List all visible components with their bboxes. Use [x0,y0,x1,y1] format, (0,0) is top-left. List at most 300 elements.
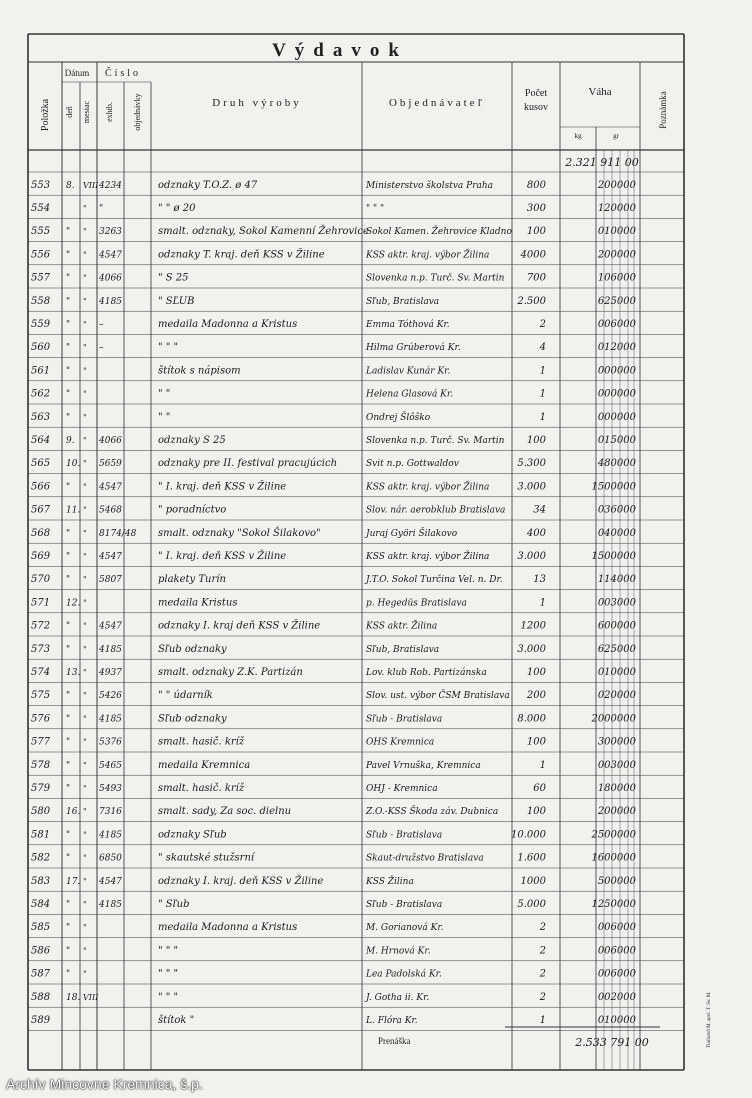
row-vaha: 020000 [597,690,636,702]
row-mesiac: VIII [83,992,99,1002]
table-row [31,667,637,678]
row-mesiac: VIII [83,180,99,190]
row-den: " [66,783,71,794]
row-den: 13. [66,667,81,678]
row-druh: odznaky I. kraj deň KSS v Žiline [158,620,321,632]
row-polozka: 565 [31,458,51,470]
header-datum: Dátum [64,68,90,78]
row-den: " [66,830,71,841]
row-den: " [66,343,71,354]
row-druh: " SĽUB [158,295,195,307]
row-den: 11. [66,505,81,516]
row-objednavatel: " " " [366,203,385,214]
row-den: " [66,227,71,238]
row-vaha: 000000 [597,365,636,377]
row-objednavatel: Ondrej Šlôško [366,412,431,423]
row-polozka: 583 [31,875,51,887]
row-den: " [66,644,71,655]
row-den: " [66,899,71,910]
row-polozka: 562 [31,388,51,400]
printer-note: Tlačiareň M. apol. T. Sv. M. [707,991,712,1048]
row-mesiac: " [83,227,87,237]
row-vaha: 036000 [597,504,636,516]
row-objednavatel: Juraj Györi Šilakovo [366,528,458,539]
row-druh: plakety Turín [158,574,226,586]
row-vaha: 200000 [597,179,636,191]
row-mesiac: " [83,737,87,747]
table-row [31,597,637,608]
row-exhib: 4234 [99,180,122,191]
table-row [31,527,637,539]
row-druh: medaila Kremnica [158,759,251,771]
row-druh: štítok s nápisom [158,365,241,377]
row-polozka: 569 [31,550,51,562]
row-mesiac: " [83,667,87,677]
header-vaha: Váha [588,86,612,98]
row-druh: medaila Madonna a Kristus [158,318,298,330]
row-mesiac: " [83,412,87,422]
archive-watermark: Archív Mincovne Kremnica, š.p. [6,1076,203,1092]
row-exhib: 4937 [99,667,122,678]
row-kusov: 2 [539,991,546,1003]
row-objednavatel: Slov. nár. aerobklub Bratislava [366,505,506,516]
row-vaha: 006000 [597,318,636,330]
row-den: 17. [66,876,81,887]
row-exhib: 5468 [99,505,122,516]
table-row [31,342,637,353]
row-objednavatel: Sľub, Bratislava [366,644,440,655]
row-kusov: 200 [526,690,546,702]
row-den: " [66,319,71,330]
table-row [31,574,637,585]
row-polozka: 566 [31,481,51,493]
row-vaha: 000000 [597,411,636,423]
table-row [31,689,637,701]
row-vaha: 200000 [597,249,636,261]
table-row [31,620,637,632]
row-objednavatel: Sokol Kamen. Žehrovice Kladno [366,227,512,238]
row-exhib: 5659 [99,459,122,470]
row-objednavatel: Lea Padolská Kr. [366,969,442,980]
row-vaha: 180000 [597,782,636,794]
row-mesiac: " [83,528,87,538]
row-den: " [66,366,71,377]
row-druh: " poradníctvo [158,504,227,516]
row-vaha: 2000000 [591,713,636,725]
row-kusov: 60 [533,782,546,794]
ledger-rows [31,180,637,1026]
row-vaha: 010000 [597,1014,636,1026]
table-row [31,550,637,562]
row-mesiac: " [83,644,87,654]
table-row [31,805,637,817]
row-vaha: 1500000 [591,550,636,562]
page-title: Výdavok [272,40,408,61]
row-kusov: 100 [526,226,546,238]
row-polozka: 558 [31,295,51,307]
header-polozka: Položka [40,98,51,132]
row-polozka: 586 [31,945,51,957]
row-polozka: 553 [31,179,51,191]
table-row [31,737,637,748]
row-polozka: 557 [31,272,51,284]
row-den: " [66,923,71,934]
row-exhib: 5426 [99,691,122,702]
row-vaha: 300000 [597,736,636,748]
row-vaha: 006000 [597,922,636,934]
row-kusov: 1 [539,388,546,400]
row-mesiac: " [83,830,87,840]
table-row [31,296,637,307]
row-vaha: 625000 [597,295,636,307]
row-den: " [66,946,71,957]
row-objednavatel: Z.O.-KSS Škoda záv. Dubnica [366,807,499,818]
row-mesiac: " [83,876,87,886]
row-druh: " " údarník [158,690,213,702]
row-druh: odznaky T. kraj. deň KSS v Žiline [158,249,325,261]
row-kusov: 3.000 [517,550,546,562]
table-row [31,480,637,492]
table-row [31,411,637,423]
table-row [31,875,637,887]
row-objednavatel: KSS aktr. kraj. výbor Žilina [366,482,490,493]
row-vaha: 500000 [597,875,636,887]
row-kusov: 34 [533,504,546,516]
row-polozka: 556 [31,249,51,261]
row-mesiac: " [83,389,87,399]
row-mesiac: " [83,575,87,585]
row-mesiac: " [83,203,87,213]
row-kusov: 8.000 [517,713,546,725]
row-den: " [66,389,71,400]
row-den: " [66,482,71,493]
row-objednavatel: M. Hrnová Kr. [366,946,431,957]
table-row [31,783,637,794]
row-kusov: 5.300 [517,458,546,470]
row-druh: Sľub odznaky [158,643,227,655]
row-exhib: 4185 [99,296,122,307]
row-druh: odznaky S 25 [158,434,226,446]
row-exhib: 6850 [99,853,122,864]
row-kusov: 2 [539,318,546,330]
row-mesiac: " [83,435,87,445]
row-vaha: 012000 [597,342,636,354]
row-objednavatel: Sľub - Bratislava [366,714,443,725]
row-kusov: 100 [526,434,546,446]
table-row [31,713,637,724]
row-den: 12. [66,598,81,609]
row-den: " [66,250,71,261]
row-exhib: 4185 [99,830,122,841]
row-polozka: 587 [31,968,51,980]
row-vaha: 480000 [597,458,636,470]
row-druh: smalt. sady, Za soc. dielnu [158,806,292,818]
row-kusov: 300 [526,202,546,214]
row-vaha: 1600000 [591,852,636,864]
row-exhib: 8174/48 [99,528,137,539]
header-poznamka: Poznámka [658,91,668,129]
row-druh: " " " [158,991,179,1003]
row-mesiac: " [83,296,87,306]
table-row [31,992,637,1003]
row-polozka: 570 [31,574,51,586]
row-kusov: 1200 [520,620,546,632]
row-vaha: 040000 [597,527,636,539]
row-vaha: 010000 [597,666,636,678]
row-vaha: 600000 [597,620,636,632]
row-mesiac: " [83,343,87,353]
row-druh: odznaky I. kraj. deň KSS v Žiline [158,875,324,887]
row-vaha: 006000 [597,968,636,980]
row-polozka: 560 [31,342,51,354]
row-druh: smalt. hasič. kríž [158,782,245,794]
row-kusov: 3.000 [517,643,546,655]
row-kusov: 1 [539,1014,546,1026]
row-kusov: 2 [539,945,546,957]
row-mesiac: " [83,691,87,701]
table-row [31,945,637,956]
table-row [31,389,637,400]
row-druh: odznaky Sľub [158,829,227,841]
row-objednavatel: OHJ - Kremnica [366,783,438,794]
row-exhib: 3263 [99,227,122,238]
row-druh: " " ø 20 [158,202,196,214]
row-druh: " " " [158,945,179,957]
row-kusov: 700 [526,272,546,284]
header-kusov: kusov [524,102,548,113]
table-row [31,760,637,771]
row-polozka: 581 [31,829,51,841]
table-row [31,1015,637,1026]
row-objednavatel: KSS aktr. Žilina [366,621,438,632]
row-polozka: 584 [31,898,51,910]
row-polozka: 559 [31,318,51,330]
row-objednavatel: J.T.O. Sokol Turčina Vel. n. Dr. [366,575,503,586]
row-objednavatel: Sľub, Bratislava [366,296,440,307]
row-druh: " " " [158,968,179,980]
row-exhib: 4066 [99,435,122,446]
header-exhib: exhib. [105,102,114,122]
row-objednavatel: Helena Glasová Kr. [366,389,454,400]
row-vaha: 120000 [597,202,636,214]
row-mesiac: " [83,807,87,817]
row-kusov: 1000 [520,875,546,887]
row-druh: " I. kraj. deň KSS v Žiline [158,481,287,493]
row-druh: smalt. odznaky Z.K. Partizán [158,666,303,678]
row-kusov: 1 [539,597,546,609]
table-row [31,922,637,933]
row-polozka: 561 [31,365,51,377]
row-exhib: 5807 [99,575,122,586]
row-mesiac: " [83,923,87,933]
row-objednavatel: Emma Tóthová Kr. [366,319,450,330]
table-row [31,365,637,376]
row-den: " [66,273,71,284]
row-druh: Sľub odznaky [158,713,227,725]
row-mesiac: " [83,853,87,863]
row-den: 9. [66,435,75,446]
row-mesiac: " [83,273,87,283]
row-objednavatel: p. Hegedüs Bratislava [366,598,467,609]
row-druh: " " " [158,342,179,354]
row-druh: odznaky T.O.Z. ø 47 [158,179,258,191]
row-kusov: 2.500 [517,295,546,307]
row-vaha: 010000 [597,226,636,238]
row-mesiac: " [83,760,87,770]
row-polozka: 589 [31,1014,51,1026]
row-druh: medaila Kristus [158,597,238,609]
row-mesiac: " [83,319,87,329]
row-druh: smalt. hasič. kríž [158,736,245,748]
row-den: " [66,621,71,632]
row-objednavatel: KSS aktr. kraj. výbor Žilina [366,551,490,562]
row-exhib: 5376 [99,737,122,748]
table-row [31,180,637,191]
row-polozka: 555 [31,226,51,238]
row-polozka: 571 [31,597,51,609]
header-objednavatel: Objednávateľ [388,97,486,109]
row-objednavatel: Sľub - Bratislava [366,830,443,841]
row-objednavatel: Ladislav Kunár Kr. [366,366,451,377]
row-druh: odznaky pre II. festival pracujúcich [158,458,338,470]
table-row [31,225,637,237]
row-polozka: 577 [31,736,51,748]
header-druh-vyroby: Druh výroby [212,97,302,109]
row-objednavatel: Pavel Vrnuška, Kremnica [366,760,481,771]
table-row [31,505,637,516]
row-den: " [66,853,71,864]
row-exhib: 4185 [99,714,122,725]
row-vaha: 114000 [597,574,636,586]
row-polozka: 573 [31,643,51,655]
row-exhib: 4547 [99,621,122,632]
row-exhib: " [99,203,104,214]
header-objednavky: objednávky [133,93,142,131]
row-mesiac: " [83,946,87,956]
row-polozka: 576 [31,713,51,725]
row-vaha: 003000 [597,759,636,771]
row-exhib: 4185 [99,644,122,655]
row-druh: smalt. odznaky, Sokol Kamenní Žehrovice [158,226,369,238]
row-exhib: 4547 [99,482,122,493]
row-mesiac: " [83,459,87,469]
row-polozka: 588 [31,991,51,1003]
row-polozka: 563 [31,411,51,423]
row-kusov: 100 [526,806,546,818]
printer-imprint [703,960,713,1050]
row-polozka: 572 [31,620,51,632]
table-row [31,248,637,260]
row-polozka: 567 [31,504,51,516]
row-vaha: 002000 [597,991,636,1003]
row-objednavatel: Slovenka n.p. Turč. Sv. Martin [366,273,505,284]
row-druh: " " [158,411,171,423]
total-weight: 2.533 791 00 [575,1036,649,1049]
row-mesiac: " [83,482,87,492]
row-druh: " I. kraj. deň KSS v Žiline [158,550,287,562]
row-objednavatel: Slov. ust. výbor ČSM Bratislava [366,691,510,702]
row-den: 10. [66,459,81,470]
row-druh: " Sľub [158,898,190,910]
header-mesiac: mesiac [82,100,91,124]
row-vaha: 2500000 [591,829,636,841]
row-kusov: 1 [539,759,546,771]
row-objednavatel: Ministerstvo školstva Praha [366,180,494,191]
row-druh: medaila Madonna a Kristus [158,922,298,934]
row-den: " [66,691,71,702]
row-den: " [66,714,71,725]
row-exhib: 7316 [99,807,122,818]
row-objednavatel: Svit n.p. Gottwaldov [366,459,459,470]
row-kusov: 1 [539,411,546,423]
table-footer [378,1036,649,1049]
table-row [31,273,637,284]
row-mesiac: " [83,969,87,979]
row-exhib: 4185 [99,899,122,910]
row-mesiac: " [83,551,87,561]
header-pocet: Počet [524,88,548,99]
row-polozka: 585 [31,922,51,934]
row-objednavatel: OHS Kremnica [366,737,435,748]
table-row [31,899,637,910]
row-polozka: 564 [31,434,51,446]
row-exhib: 4547 [99,551,122,562]
row-objednavatel: Lov. klub Rob. Partizánska [366,667,487,678]
row-kusov: 5.000 [517,898,546,910]
row-polozka: 574 [31,666,51,678]
row-druh: " S 25 [158,272,189,284]
row-kusov: 400 [526,527,546,539]
table-row [31,458,637,469]
row-druh: " " [158,388,171,400]
row-kusov: 1.600 [517,852,546,864]
row-kusov: 4000 [520,249,546,261]
table-row [31,969,637,980]
row-vaha: 015000 [597,434,636,446]
row-den: " [66,528,71,539]
row-mesiac: " [83,250,87,260]
row-vaha: 200000 [597,806,636,818]
row-mesiac: " [83,598,87,608]
row-objednavatel: Slovenka n.p. Turč. Sv. Martin [366,435,505,446]
row-den: 18. [66,992,81,1003]
row-vaha: 106000 [597,272,636,284]
row-kusov: 4 [539,342,546,354]
row-kusov: 10.000 [511,829,546,841]
row-den: " [66,551,71,562]
row-polozka: 575 [31,690,51,702]
row-den: " [66,737,71,748]
row-exhib: 5465 [99,760,122,771]
header-kg: kg [574,132,582,140]
table-row [31,435,637,446]
row-kusov: 1 [539,365,546,377]
table-row [31,829,637,840]
row-vaha: 1250000 [591,898,636,910]
row-mesiac: " [83,899,87,909]
row-kusov: 800 [526,179,546,191]
row-vaha: 006000 [597,945,636,957]
row-mesiac: " [83,621,87,631]
row-den: " [66,969,71,980]
row-druh: " skautské stužsrní [158,852,255,864]
row-mesiac: " [83,505,87,515]
header-cislo: Číslo [104,68,142,79]
row-exhib: – [99,343,104,354]
row-objednavatel: KSS aktr. kraj. výbor Žilina [366,250,490,261]
header-gr: gr [613,132,619,140]
table-row [31,319,637,330]
